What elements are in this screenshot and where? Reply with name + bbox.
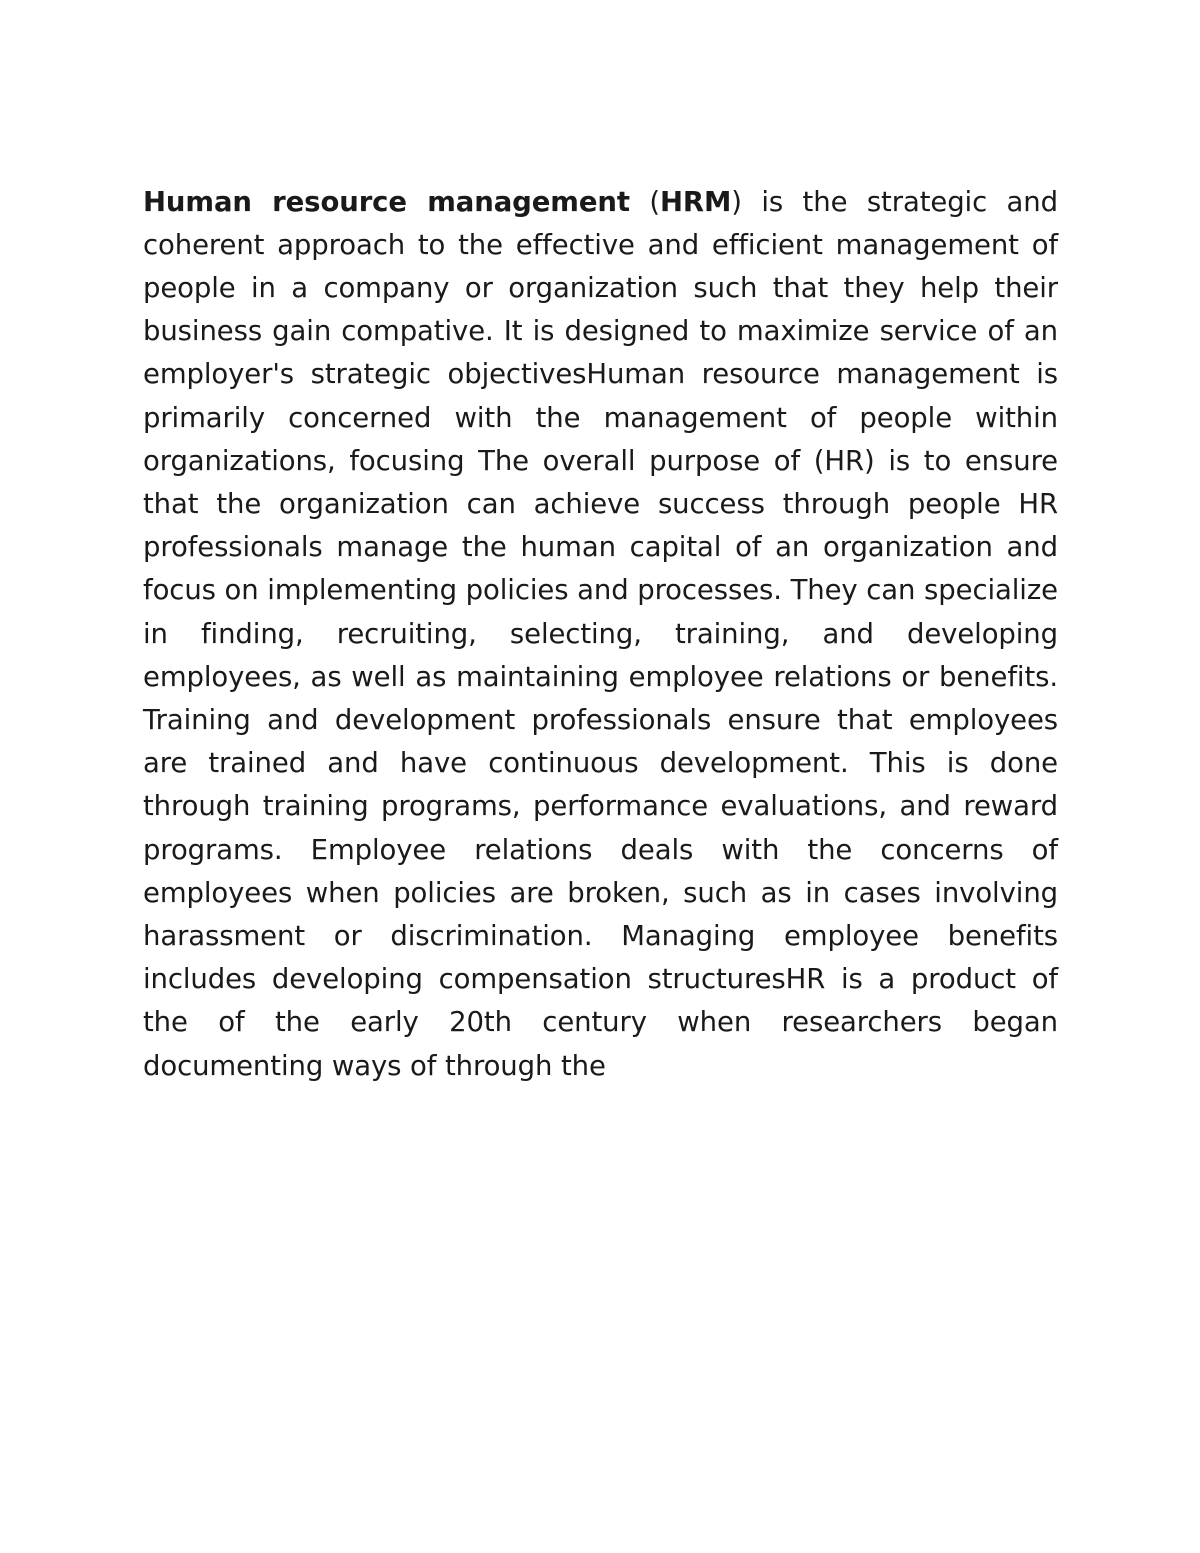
term-bold: Human resource management (143, 185, 630, 218)
open-paren: ( (629, 185, 660, 218)
body-paragraph (143, 181, 1058, 1088)
body-text: ) is the strategic and coherent approach to the effective and efficient management of people in a company or organization such that they help their business gain compative. It is designed to maximize service of an employer's strategic objectivesHuman resource management is primarily concerned with the management of people within organizations, focusing The overall purpose of (HR) is to ensure that the organization can achieve success through people HR professionals manage the human capital of an organization and focus on implementing policies and processes. They can specialize in finding, recruiting, selecting, training, and developing employees, as well as maintaining employee relations or benefits. Training and development professionals ensure that employees are trained and have continuous development. This is done through training programs, performance evaluations, and reward programs. Employee relations deals with the concerns of employees when policies are broken, such as in cases involving harassment or discrimination. Managing employee benefits includes developing compensation structuresHR is a product of the of the early 20th century when researchers began documenting ways of through the (143, 185, 1058, 1082)
abbrev-bold: HRM (660, 185, 732, 218)
